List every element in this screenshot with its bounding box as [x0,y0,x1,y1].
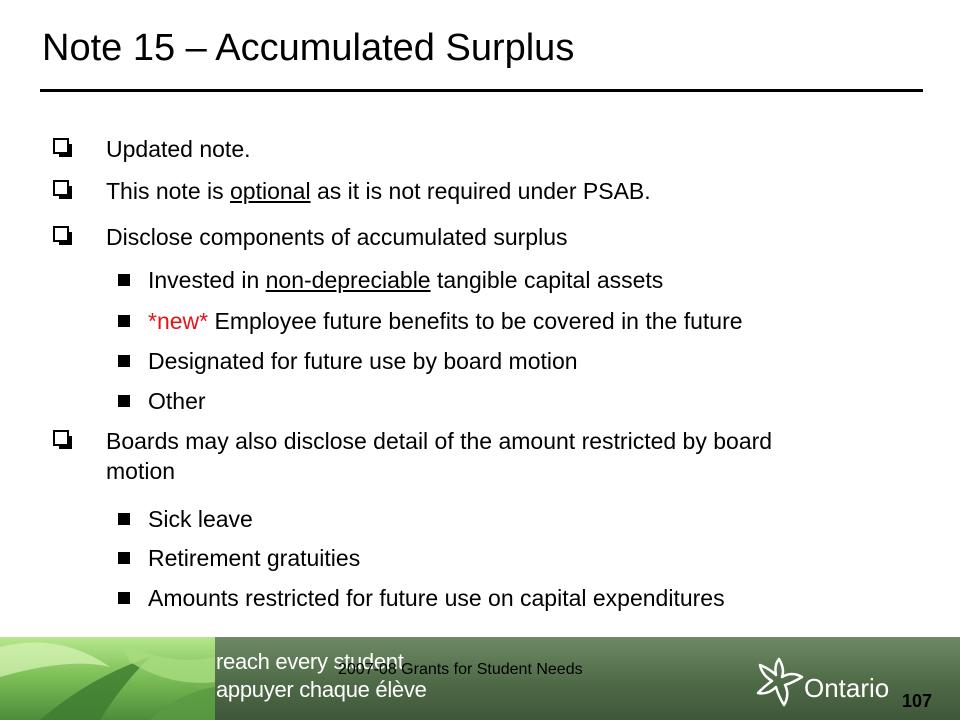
tagline-english: reach every student [216,649,404,674]
ontario-logo-text: Ontario [804,673,890,703]
sub-bullet-employee-benefits [148,306,743,336]
sub-bullet-sick-leave: Sick leave [148,506,253,532]
sub-bullet-other: Other [148,388,206,414]
bullet-optional-note [106,176,651,206]
filled-square-bullet-icon [118,315,130,327]
filled-square-bullet-icon [118,592,130,604]
hollow-square-bullet-icon [53,180,73,200]
bullet-text: Invested in [148,267,266,293]
underlined-text: optional [230,178,311,204]
footer-banner [0,637,960,720]
slide-title: Note 15 – Accumulated Surplus [42,27,575,69]
underlined-text: non-depreciable [265,267,431,293]
bullet-boards-disclose-line1: Boards may also disclose detail of the amount restricted by board [106,428,773,454]
tagline-french: appuyer chaque élève [216,677,427,702]
bullet-text: as it is not required under PSAB. [310,178,651,204]
sub-bullet-capital-expenditures: Amounts restricted for future use on capital expenditures [148,585,725,611]
sub-bullet-non-depreciable [148,265,663,295]
bullet-text: This note is [106,178,230,204]
trillium-icon [752,655,806,709]
footer-decorative-graphic [0,637,215,720]
hollow-square-bullet-icon [53,138,73,158]
sub-bullet-designated: Designated for future use by board motion [148,348,578,374]
filled-square-bullet-icon [118,513,130,525]
filled-square-bullet-icon [118,274,130,286]
sub-bullet-retirement: Retirement gratuities [148,545,361,571]
hollow-square-bullet-icon [53,226,73,246]
bullet-text: tangible capital assets [430,267,664,293]
bullet-boards-disclose-line2: motion [106,458,176,484]
footer-note: 2007-08 Grants for Student Needs [338,661,583,678]
bullet-updated-note: Updated note. [106,136,251,162]
title-underline [40,89,923,92]
bullet-disclose-components: Disclose components of accumulated surplus [106,224,568,250]
bullet-text: Employee future benefits to be covered in the future [208,308,743,334]
filled-square-bullet-icon [118,355,130,367]
page-number: 107 [902,691,933,711]
swoosh-graphic-icon [0,637,215,720]
filled-square-bullet-icon [118,552,130,564]
filled-square-bullet-icon [118,395,130,407]
hollow-square-bullet-icon [53,430,73,450]
new-highlight: *new* [148,308,209,334]
